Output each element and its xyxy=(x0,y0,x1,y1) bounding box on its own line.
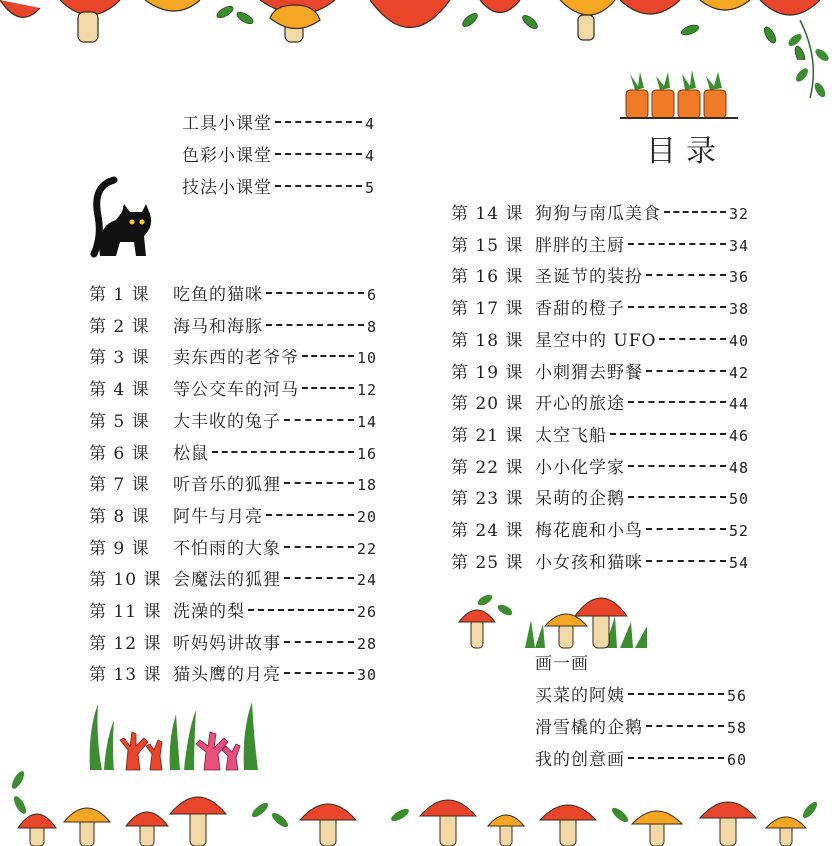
leader-dots xyxy=(275,185,362,187)
lesson-title: 不怕雨的大象 xyxy=(173,538,281,559)
toc-item-technique[interactable] xyxy=(182,177,375,199)
toc-lesson-row[interactable] xyxy=(89,316,377,338)
leader-dots xyxy=(266,292,364,294)
leader-dots xyxy=(628,243,726,245)
toc-page-number: 4 xyxy=(364,115,375,133)
toc-page-number: 56 xyxy=(726,687,747,705)
leader-dots xyxy=(628,401,726,403)
lesson-title: 洗澡的梨 xyxy=(173,602,245,622)
leader-dots xyxy=(628,306,726,308)
toc-lesson-row[interactable] xyxy=(451,330,749,352)
lesson-number: 第 7 课 xyxy=(89,475,150,496)
leader-dots xyxy=(628,757,724,759)
toc-page-number: 24 xyxy=(356,571,377,590)
lesson-title: 呆萌的企鹅 xyxy=(535,489,625,510)
toc-lesson-row[interactable] xyxy=(451,266,749,288)
leader-dots xyxy=(284,641,354,643)
draw-section-label xyxy=(535,653,589,675)
lesson-title: 大丰收的兔子 xyxy=(173,411,281,432)
lesson-number: 第 13 课 xyxy=(89,665,162,686)
toc-lesson-row[interactable] xyxy=(451,393,749,415)
leader-dots xyxy=(266,324,364,326)
toc-page-number: 28 xyxy=(356,634,377,653)
toc-page-number: 42 xyxy=(728,363,749,382)
toc-page-number: 8 xyxy=(366,317,377,336)
lesson-number: 第 24 课 xyxy=(451,521,524,541)
lesson-number: 第 5 课 xyxy=(89,411,150,432)
toc-lesson-row[interactable] xyxy=(451,457,749,479)
lesson-title: 海马和海豚 xyxy=(173,316,263,337)
leader-dots xyxy=(302,387,354,389)
toc-item-draw-1[interactable] xyxy=(535,685,747,707)
leader-dots xyxy=(628,693,724,695)
lesson-number: 第 14 课 xyxy=(451,204,524,224)
toc-page-number: 14 xyxy=(356,412,377,431)
toc-lesson-row[interactable] xyxy=(89,664,377,686)
toc-lesson-row[interactable] xyxy=(89,474,377,496)
top-mushroom-border xyxy=(0,0,835,60)
lesson-title: 梅花鹿和小鸟 xyxy=(535,521,643,541)
leader-dots xyxy=(275,121,362,123)
lesson-title: 卖东西的老爷爷 xyxy=(173,348,299,369)
toc-page-number: 22 xyxy=(356,539,377,558)
toc-item-title: 滑雪橇的企鹅 xyxy=(535,718,643,738)
draw-section-title: 画一画 xyxy=(535,654,589,674)
toc-lesson-row[interactable] xyxy=(451,362,749,384)
toc-item-color[interactable] xyxy=(182,145,375,167)
leader-dots xyxy=(659,338,725,340)
toc-lesson-row[interactable] xyxy=(451,203,749,225)
toc-lesson-row[interactable] xyxy=(89,411,377,433)
toc-item-tools[interactable] xyxy=(182,113,375,135)
toc-page-number: 54 xyxy=(728,553,749,572)
toc-lesson-row[interactable] xyxy=(451,488,749,510)
leader-dots xyxy=(646,528,726,530)
toc-lesson-row[interactable] xyxy=(89,633,377,655)
lesson-title: 听音乐的狐狸 xyxy=(173,475,281,496)
toc-lesson-row[interactable] xyxy=(89,347,377,369)
toc-page-number: 10 xyxy=(356,349,377,368)
vine-decoration xyxy=(760,20,835,100)
mushroom-cluster xyxy=(455,580,655,650)
toc-page-number: 34 xyxy=(728,236,749,255)
toc-page-number: 6 xyxy=(366,286,377,304)
toc-lesson-row[interactable] xyxy=(89,569,377,591)
leader-dots xyxy=(646,274,726,276)
leader-dots xyxy=(302,355,354,357)
lesson-title: 听妈妈讲故事 xyxy=(173,633,281,654)
bottom-mushroom-border xyxy=(0,760,835,846)
toc-item-title: 色彩小课堂 xyxy=(182,146,272,166)
lesson-number: 第 20 课 xyxy=(451,394,524,415)
toc-page-number: 40 xyxy=(728,331,749,350)
lesson-title: 猫头鹰的月亮 xyxy=(173,665,281,686)
lesson-number: 第 4 课 xyxy=(89,380,150,401)
lesson-number: 第 23 课 xyxy=(451,489,524,510)
toc-page-number: 5 xyxy=(364,179,375,197)
toc-item-title: 买菜的阿姨 xyxy=(535,686,625,706)
toc-lesson-row[interactable] xyxy=(451,235,749,257)
toc-page-number: 32 xyxy=(728,205,749,223)
lesson-title: 会魔法的狐狸 xyxy=(173,570,281,591)
lesson-title: 开心的旅途 xyxy=(535,394,625,415)
lesson-number: 第 3 课 xyxy=(89,348,150,369)
leader-dots xyxy=(610,433,726,435)
toc-lesson-row[interactable] xyxy=(451,425,749,447)
toc-page-number: 12 xyxy=(356,381,377,400)
toc-page-number: 58 xyxy=(726,719,747,737)
lesson-number: 第 18 课 xyxy=(451,330,524,351)
toc-lesson-row[interactable] xyxy=(89,379,377,401)
toc-page-number: 30 xyxy=(356,666,377,685)
lesson-title: 小小化学家 xyxy=(535,457,625,478)
toc-lesson-row[interactable] xyxy=(89,284,377,306)
leader-dots xyxy=(646,725,724,727)
leader-dots xyxy=(284,482,354,484)
leader-dots xyxy=(284,546,354,548)
lesson-title: 太空飞船 xyxy=(535,425,607,446)
leader-dots xyxy=(628,465,726,467)
toc-lesson-row[interactable] xyxy=(89,601,377,623)
leader-dots xyxy=(275,153,362,155)
lesson-number: 第 1 课 xyxy=(89,285,150,305)
toc-page-number: 26 xyxy=(356,603,377,621)
toc-page-number: 46 xyxy=(728,426,749,445)
lesson-title: 吃鱼的猫咪 xyxy=(173,285,263,305)
leader-dots xyxy=(284,672,354,674)
toc-page-number: 18 xyxy=(356,476,377,495)
leader-dots xyxy=(284,419,354,421)
lesson-title: 小刺猬去野餐 xyxy=(535,362,643,383)
lesson-title: 圣诞节的装扮 xyxy=(535,267,643,288)
toc-item-title: 我的创意画 xyxy=(535,750,625,770)
toc-lesson-row[interactable] xyxy=(89,538,377,560)
lesson-title: 小女孩和猫咪 xyxy=(535,552,643,573)
toc-lesson-row[interactable] xyxy=(89,506,377,528)
carrots-illustration xyxy=(620,68,740,124)
toc-page-number: 36 xyxy=(728,268,749,287)
lesson-title: 等公交车的河马 xyxy=(173,380,299,401)
lesson-number: 第 9 课 xyxy=(89,538,150,559)
toc-page-number: 52 xyxy=(728,522,749,540)
toc-page-number: 60 xyxy=(726,751,747,769)
leader-dots xyxy=(212,451,354,453)
lesson-title: 香甜的橙子 xyxy=(535,299,625,320)
leader-dots xyxy=(284,577,354,579)
toc-item-title: 工具小课堂 xyxy=(182,114,272,134)
lesson-number: 第 16 课 xyxy=(451,267,524,288)
lesson-number: 第 25 课 xyxy=(451,552,524,573)
black-cat-illustration xyxy=(86,176,156,260)
lesson-number: 第 19 课 xyxy=(451,362,524,383)
lesson-number: 第 8 课 xyxy=(89,506,150,527)
toc-page-number: 16 xyxy=(356,444,377,463)
toc-page-number: 4 xyxy=(364,147,375,165)
lesson-number: 第 17 课 xyxy=(451,299,524,320)
toc-item-draw-2[interactable] xyxy=(535,717,747,739)
lesson-title: 胖胖的主厨 xyxy=(535,235,625,256)
toc-page-number: 48 xyxy=(728,458,749,477)
toc-lesson-row[interactable] xyxy=(451,552,749,574)
leader-dots xyxy=(646,370,726,372)
lesson-title: 松鼠 xyxy=(173,443,209,464)
toc-lesson-row[interactable] xyxy=(89,443,377,465)
toc-item-title: 技法小课堂 xyxy=(182,178,272,198)
lesson-number: 第 10 课 xyxy=(89,570,162,591)
lesson-number: 第 2 课 xyxy=(89,316,150,337)
lesson-number: 第 12 课 xyxy=(89,633,162,654)
leader-dots xyxy=(664,211,726,213)
leader-dots xyxy=(266,514,354,516)
lesson-title: 狗狗与南瓜美食 xyxy=(535,204,661,224)
leader-dots xyxy=(646,560,726,562)
toc-page-number: 38 xyxy=(728,300,749,319)
toc-lesson-row[interactable] xyxy=(451,520,749,542)
leader-dots xyxy=(628,496,726,498)
page-title: 目录 xyxy=(646,134,726,169)
toc-page-number: 20 xyxy=(356,507,377,526)
leader-dots xyxy=(248,609,354,611)
lesson-number: 第 15 课 xyxy=(451,235,524,256)
toc-page-number: 44 xyxy=(728,395,749,414)
lesson-number: 第 22 课 xyxy=(451,457,524,478)
toc-page-number: 50 xyxy=(728,490,749,509)
lesson-number: 第 6 课 xyxy=(89,443,150,464)
lesson-title: 阿牛与月亮 xyxy=(173,506,263,527)
toc-lesson-row[interactable] xyxy=(451,298,749,320)
lesson-title: 星空中的 UFO xyxy=(535,330,657,351)
lesson-number: 第 21 课 xyxy=(451,425,524,446)
lesson-number: 第 11 课 xyxy=(89,602,162,622)
